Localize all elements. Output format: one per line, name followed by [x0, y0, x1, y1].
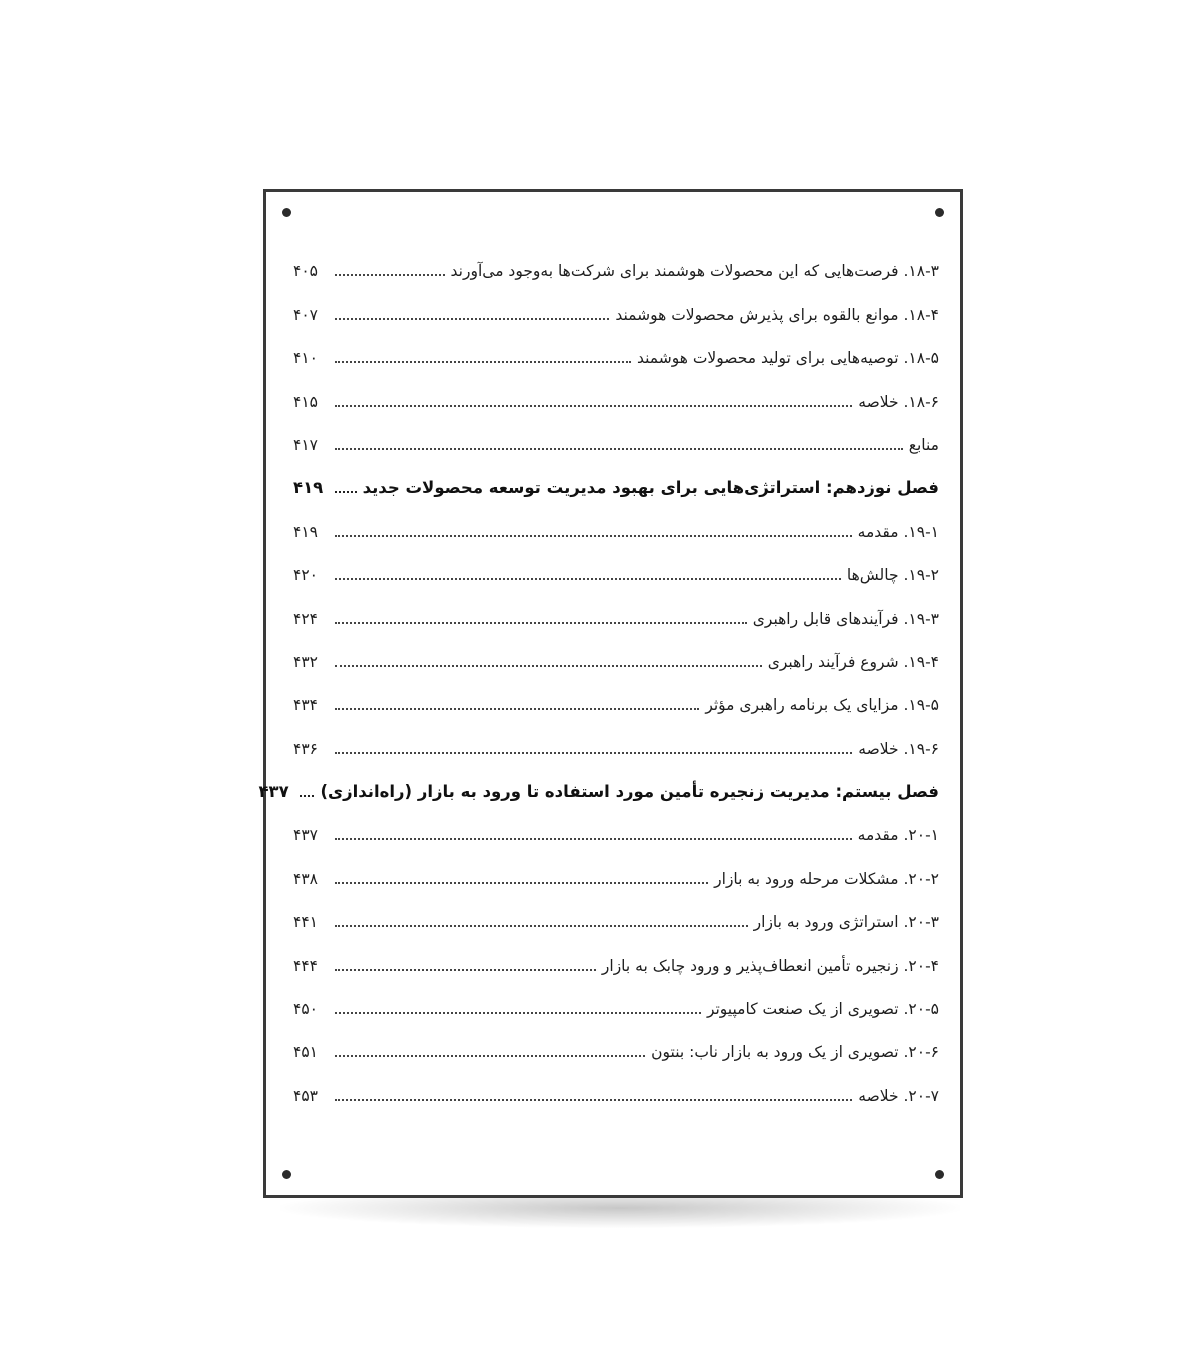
screw-icon: [935, 208, 944, 217]
dot-leader: [335, 1099, 852, 1101]
toc-entry-title: ۲۰-۷. خلاصه: [858, 1086, 939, 1105]
toc-entry-page: ۴۰۵: [293, 262, 318, 281]
toc-entry-page: ۴۵۰: [293, 1000, 318, 1019]
toc-entry-title: ۱۸-۶. خلاصه: [858, 392, 939, 411]
toc-entry: [293, 638, 939, 681]
toc-entry-title: ۱۹-۱. مقدمه: [857, 522, 939, 541]
toc-entry-page: ۴۱۹: [293, 522, 318, 541]
toc-entry: [293, 290, 939, 333]
table-of-contents: [258, 247, 939, 1115]
screw-icon: [282, 1170, 291, 1179]
toc-entry: [293, 377, 939, 420]
toc-entry-page: ۴۳۲: [293, 652, 318, 671]
dot-leader: [335, 969, 596, 971]
toc-entry-page: ۴۵۱: [293, 1043, 318, 1062]
toc-entry-title: ۲۰-۶. تصویری از یک ورود به بازار ناب: بنتون: [651, 1043, 939, 1062]
dot-leader: [335, 578, 841, 580]
screw-icon: [935, 1170, 944, 1179]
toc-entry: [293, 941, 939, 984]
dot-leader: [335, 752, 852, 754]
toc-entry: [293, 507, 939, 550]
toc-entry-page: ۴۱۷: [293, 435, 318, 454]
toc-entry-title: ۲۰-۴. زنجیره تأمین انعطاف‌پذیر و ورود چابک به بازار: [601, 956, 939, 975]
toc-entry: [293, 898, 939, 941]
toc-entry-title: ۱۹-۳. فرآیندهای قابل راهبری: [752, 609, 939, 628]
toc-entry: [293, 421, 939, 464]
toc-entry-page: ۴۳۴: [293, 696, 318, 715]
toc-entry-page: ۴۳۷: [293, 826, 318, 845]
toc-entry-page: ۴۱۰: [293, 349, 318, 368]
dot-leader: [335, 361, 631, 363]
toc-entry-title: ۲۰-۵. تصویری از یک صنعت کامپیوتر: [706, 1000, 939, 1019]
toc-entry-page: ۴۲۴: [293, 609, 318, 628]
toc-entry: [293, 594, 939, 637]
chapter-title: فصل نوزدهم: استراتژی‌هایی برای بهبود مدیریت توسعه محصولات جدید: [362, 478, 939, 498]
toc-entry-title: ۱۹-۵. مزایای یک برنامه راهبری مؤثر: [705, 696, 939, 715]
dot-leader: [335, 491, 357, 493]
toc-entry-page: ۴۳۸: [293, 869, 318, 888]
toc-entry-title: ۲۰-۲. مشکلات مرحله ورود به بازار: [714, 869, 939, 888]
toc-entry-page: ۴۵۳: [293, 1086, 318, 1105]
toc-entry-page: ۴۱۵: [293, 392, 318, 411]
toc-entry: [293, 1028, 939, 1071]
toc-entry: [293, 854, 939, 897]
dot-leader: [335, 448, 903, 450]
toc-entry-title: ۱۹-۴. شروع فرآیند راهبری: [767, 652, 939, 671]
dot-leader: [335, 1055, 645, 1057]
toc-entry: [293, 724, 939, 767]
screw-icon: [282, 208, 291, 217]
dot-leader: [300, 795, 314, 797]
dot-leader: [335, 838, 852, 840]
toc-entry-title: ۲۰-۱. مقدمه: [857, 826, 939, 845]
dot-leader: [335, 274, 445, 276]
dot-leader: [335, 882, 708, 884]
toc-entry-title: ۱۸-۳. فرصت‌هایی که این محصولات هوشمند برای شرکت‌ها به‌وجود می‌آورند: [450, 262, 939, 281]
toc-entry: [293, 334, 939, 377]
toc-page: [258, 189, 963, 1198]
dot-leader: [335, 708, 699, 710]
toc-entry-title: ۲۰-۳. استراتژی ورود به بازار: [753, 913, 939, 932]
toc-entry-title: منابع: [908, 435, 939, 454]
toc-chapter-heading: [258, 768, 939, 811]
chapter-title: فصل بیستم: مدیریت زنجیره تأمین مورد استفاده تا ورود به بازار (راه‌اندازی): [320, 782, 939, 802]
dot-leader: [335, 665, 762, 667]
toc-entry-title: ۱۸-۴. موانع بالقوه برای پذیرش محصولات هوشمند: [615, 305, 939, 324]
dot-leader: [335, 925, 748, 927]
toc-entry-page: ۴۰۷: [293, 305, 318, 324]
toc-entry: [293, 681, 939, 724]
dot-leader: [335, 622, 747, 624]
toc-entry: [293, 1071, 939, 1114]
dot-leader: [335, 318, 609, 320]
toc-entry-page: ۴۴۴: [293, 956, 318, 975]
toc-entry-title: ۱۸-۵. توصیه‌هایی برای تولید محصولات هوشمند: [636, 349, 939, 368]
dot-leader: [335, 1012, 701, 1014]
toc-entry: [293, 811, 939, 854]
toc-entry: [293, 247, 939, 290]
toc-entry: [293, 985, 939, 1028]
dot-leader: [335, 535, 852, 537]
toc-entry: [293, 551, 939, 594]
chapter-page: ۴۳۷: [258, 782, 289, 802]
toc-chapter-heading: [293, 464, 939, 507]
toc-entry-page: ۴۲۰: [293, 566, 318, 585]
toc-entry-page: ۴۴۱: [293, 913, 318, 932]
toc-entry-page: ۴۳۶: [293, 739, 318, 758]
dot-leader: [335, 405, 852, 407]
toc-entry-title: ۱۹-۶. خلاصه: [858, 739, 939, 758]
toc-entry-title: ۱۹-۲. چالش‌ها: [846, 566, 939, 585]
chapter-page: ۴۱۹: [293, 478, 324, 498]
